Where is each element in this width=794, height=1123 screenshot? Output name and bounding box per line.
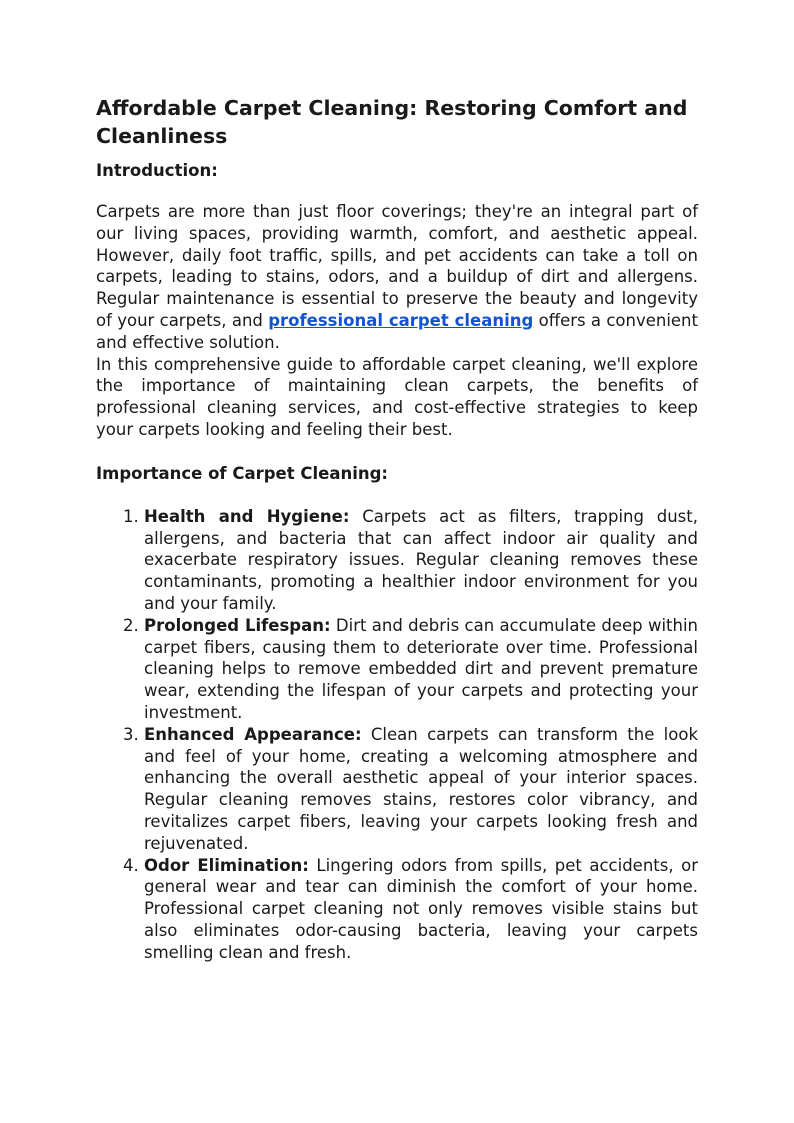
importance-list — [96, 506, 698, 964]
list-item-text: Dirt and debris can accumulate deep within carpet fibers, causing them to deteriorate over time. Professional cleaning helps to remove embedded dirt and prevent premature wear, extending the lifespan of your carpets and protecting your investment. — [144, 615, 698, 722]
list-item-label: Prolonged Lifespan: — [144, 615, 331, 635]
list-item-label: Enhanced Appearance: — [144, 724, 362, 744]
introduction-paragraph-1 — [96, 201, 698, 354]
list-item-prolonged-lifespan — [144, 615, 698, 724]
intro-text-after-link: offers a convenient and effective solution. — [96, 310, 698, 352]
list-item-health-hygiene — [144, 506, 698, 615]
list-item-odor-elimination — [144, 855, 698, 964]
introduction-paragraph-2: In this comprehensive guide to affordable carpet cleaning, we'll explore the importance of maintaining clean carpets, the benefits of professional cleaning services, and cost-effective strategies to keep your carpets looking and feeling their best. — [96, 354, 698, 439]
document-page — [96, 94, 698, 964]
list-item-label: Health and Hygiene: — [144, 506, 350, 526]
list-item-text: Lingering odors from spills, pet accidents, or general wear and tear can diminish the comfort of your home. Professional carpet cleaning not only removes visible stains but also eliminates odor-causing bacteria, leaving your carpets smelling clean and fresh. — [144, 855, 698, 962]
list-item-text: Clean carpets can transform the look and feel of your home, creating a welcoming atmosphere and enhancing the overall aesthetic appeal of your interior spaces. Regular cleaning removes stains, restores color vibrancy, and revitalizes carpet fibers, leaving your carpets looking fresh and rejuvenated. — [144, 724, 699, 853]
list-item-text: Carpets act as filters, trapping dust, allergens, and bacteria that can affect indoor air quality and exacerbate respiratory issues. Regular cleaning removes these contaminants, promoting a healthier indoor environment for you and your family. — [144, 506, 698, 613]
intro-text-before-link: Carpets are more than just floor coverings; they're an integral part of our living spaces, providing warmth, comfort, and aesthetic appeal. However, daily foot traffic, spills, and pet accidents can take a toll on carpets, leading to stains, odors, and a buildup of dirt and allergens. Regular maintenance is essential to preserve the beauty and longevity of your carpets, and — [96, 202, 698, 330]
list-item-enhanced-appearance — [144, 724, 698, 855]
introduction-heading: Introduction: — [96, 161, 218, 180]
professional-carpet-cleaning-link[interactable]: professional carpet cleaning — [268, 310, 534, 330]
importance-heading: Importance of Carpet Cleaning: — [96, 463, 389, 483]
page-title: Affordable Carpet Cleaning: Restoring Comfort and Cleanliness — [96, 96, 688, 148]
list-item-label: Odor Elimination: — [144, 855, 309, 875]
